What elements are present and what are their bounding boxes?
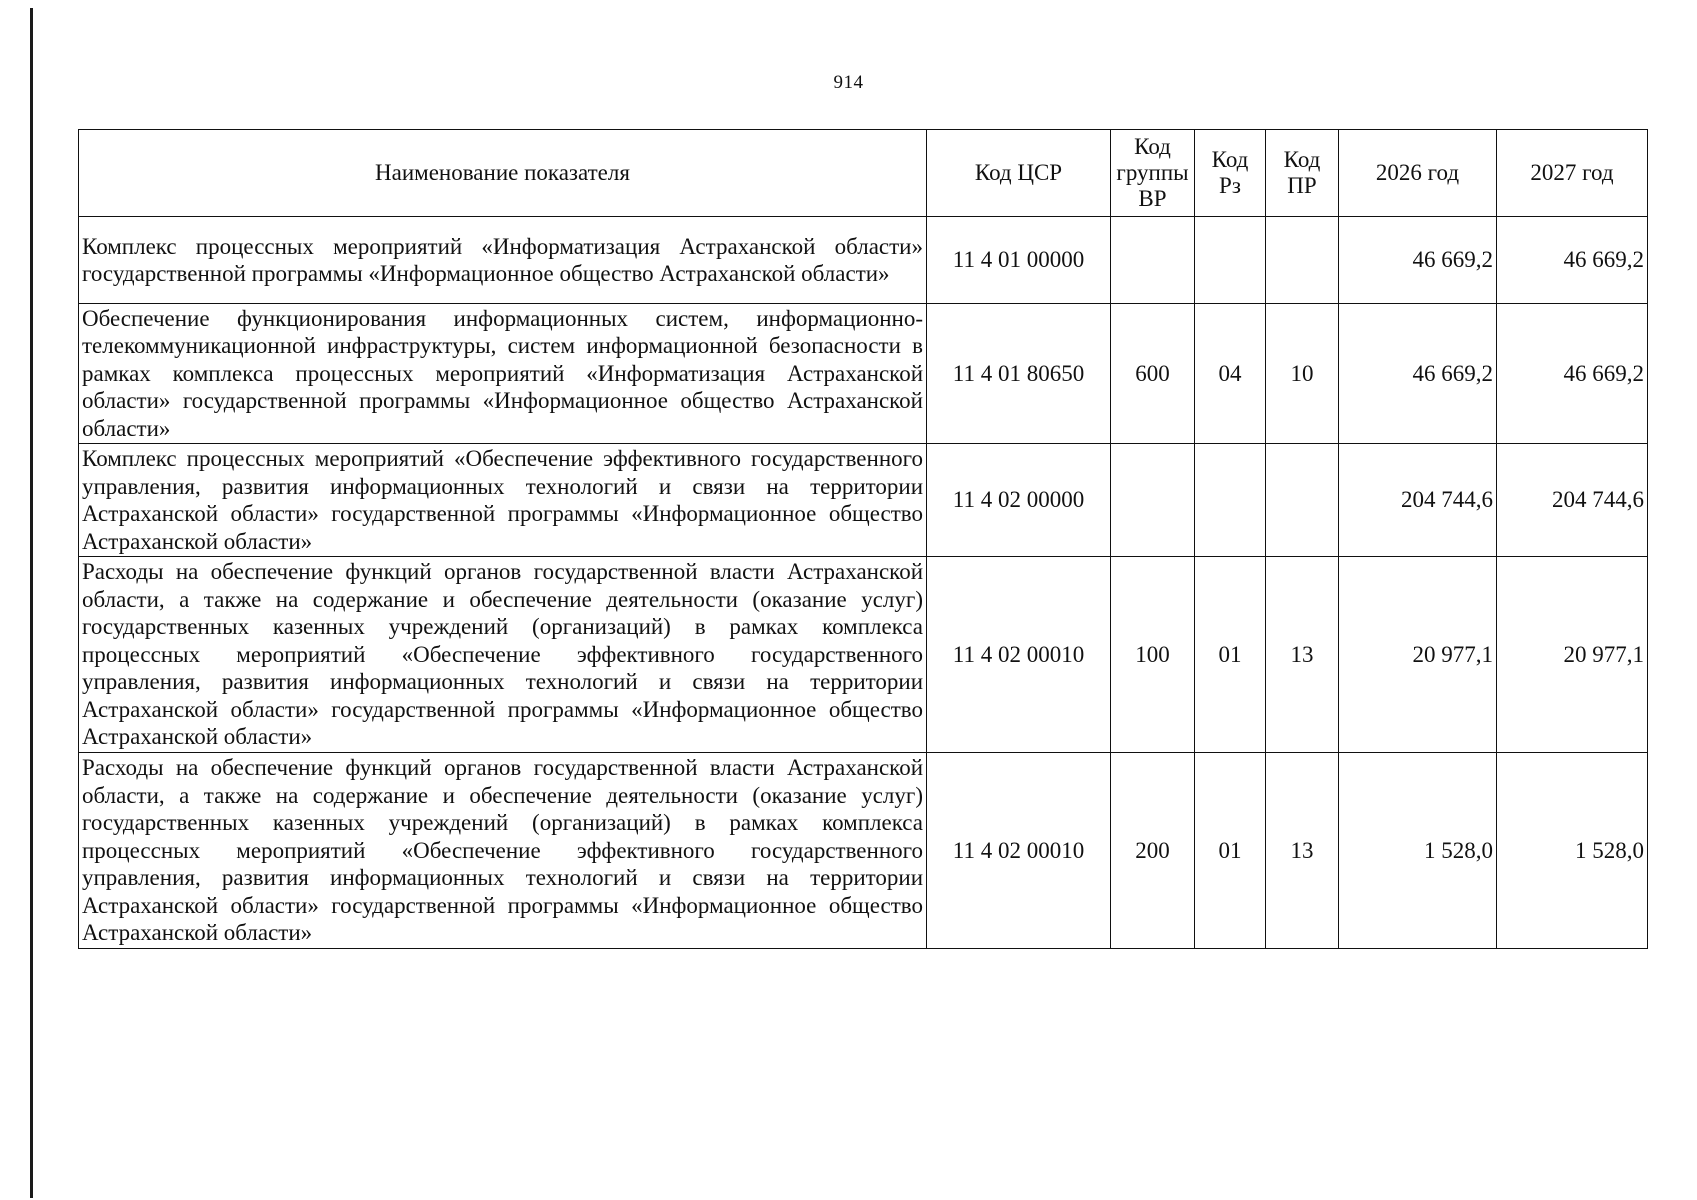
row-rz: 01 — [1195, 557, 1266, 753]
row-csr: 11 4 02 00010 — [927, 557, 1111, 753]
table-row — [79, 444, 1648, 557]
table-row — [79, 217, 1648, 304]
header-pr: Код ПР — [1266, 130, 1339, 217]
row-2027: 20 977,1 — [1497, 557, 1648, 753]
row-pr: 13 — [1266, 753, 1339, 949]
table-body — [79, 217, 1648, 949]
row-pr — [1266, 217, 1339, 304]
header-2027: 2027 год — [1497, 130, 1648, 217]
row-pr: 10 — [1266, 304, 1339, 444]
row-rz — [1195, 444, 1266, 557]
table-row — [79, 753, 1648, 949]
table-row — [79, 557, 1648, 753]
header-vr: Код группы ВР — [1111, 130, 1195, 217]
header-csr: Код ЦСР — [927, 130, 1111, 217]
header-rz: Код Рз — [1195, 130, 1266, 217]
row-pr: 13 — [1266, 557, 1339, 753]
row-2027: 204 744,6 — [1497, 444, 1648, 557]
row-vr: 600 — [1111, 304, 1195, 444]
row-rz: 01 — [1195, 753, 1266, 949]
row-rz: 04 — [1195, 304, 1266, 444]
row-csr: 11 4 01 80650 — [927, 304, 1111, 444]
page-number: 914 — [833, 72, 864, 93]
row-2027: 1 528,0 — [1497, 753, 1648, 949]
row-2026: 46 669,2 — [1339, 304, 1497, 444]
row-2026: 204 744,6 — [1339, 444, 1497, 557]
row-name: Комплекс процессных мероприятий «Информатизация Астраханской области» государственной программы «Информационное общество Астраханской области» — [79, 217, 927, 304]
budget-table — [78, 129, 1648, 949]
row-vr: 200 — [1111, 753, 1195, 949]
row-2026: 20 977,1 — [1339, 557, 1497, 753]
header-name: Наименование показателя — [79, 130, 927, 217]
row-csr: 11 4 02 00000 — [927, 444, 1111, 557]
row-csr: 11 4 01 00000 — [927, 217, 1111, 304]
header-row — [79, 130, 1648, 217]
table-row — [79, 304, 1648, 444]
row-2026: 46 669,2 — [1339, 217, 1497, 304]
table-header — [79, 130, 1648, 217]
row-vr — [1111, 444, 1195, 557]
row-name: Расходы на обеспечение функций органов государственной власти Астраханской области, а также на содержание и обеспечение деятельности (оказание услуг) государственных казенных учреждений (организаций) в рамках комплекса процессных мероприятий «Обеспечение эффективного государственного управления, развития информационных технологий и связи на территории Астраханской области» государственной программы «Информационное общество Астраханской области» — [79, 753, 927, 949]
row-name: Расходы на обеспечение функций органов государственной власти Астраханской области, а также на содержание и обеспечение деятельности (оказание услуг) государственных казенных учреждений (организаций) в рамках комплекса процессных мероприятий «Обеспечение эффективного государственного управления, развития информационных технологий и связи на территории Астраханской области» государственной программы «Информационное общество Астраханской области» — [79, 557, 927, 753]
row-2026: 1 528,0 — [1339, 753, 1497, 949]
row-rz — [1195, 217, 1266, 304]
row-csr: 11 4 02 00010 — [927, 753, 1111, 949]
row-2027: 46 669,2 — [1497, 217, 1648, 304]
row-vr: 100 — [1111, 557, 1195, 753]
row-2027: 46 669,2 — [1497, 304, 1648, 444]
row-pr — [1266, 444, 1339, 557]
row-name: Обеспечение функционирования информационных систем, информационно-телекоммуникационной инфраструктуры, систем информационной безопасности в рамках комплекса процессных мероприятий «Информатизация Астраханской области» государственной программы «Информационное общество Астраханской области» — [79, 304, 927, 444]
row-vr — [1111, 217, 1195, 304]
header-2026: 2026 год — [1339, 130, 1497, 217]
row-name: Комплекс процессных мероприятий «Обеспечение эффективного государственного управления, развития информационных технологий и связи на территории Астраханской области» государственной программы «Информационное общество Астраханской области» — [79, 444, 927, 557]
page-binding-edge — [30, 8, 33, 1198]
